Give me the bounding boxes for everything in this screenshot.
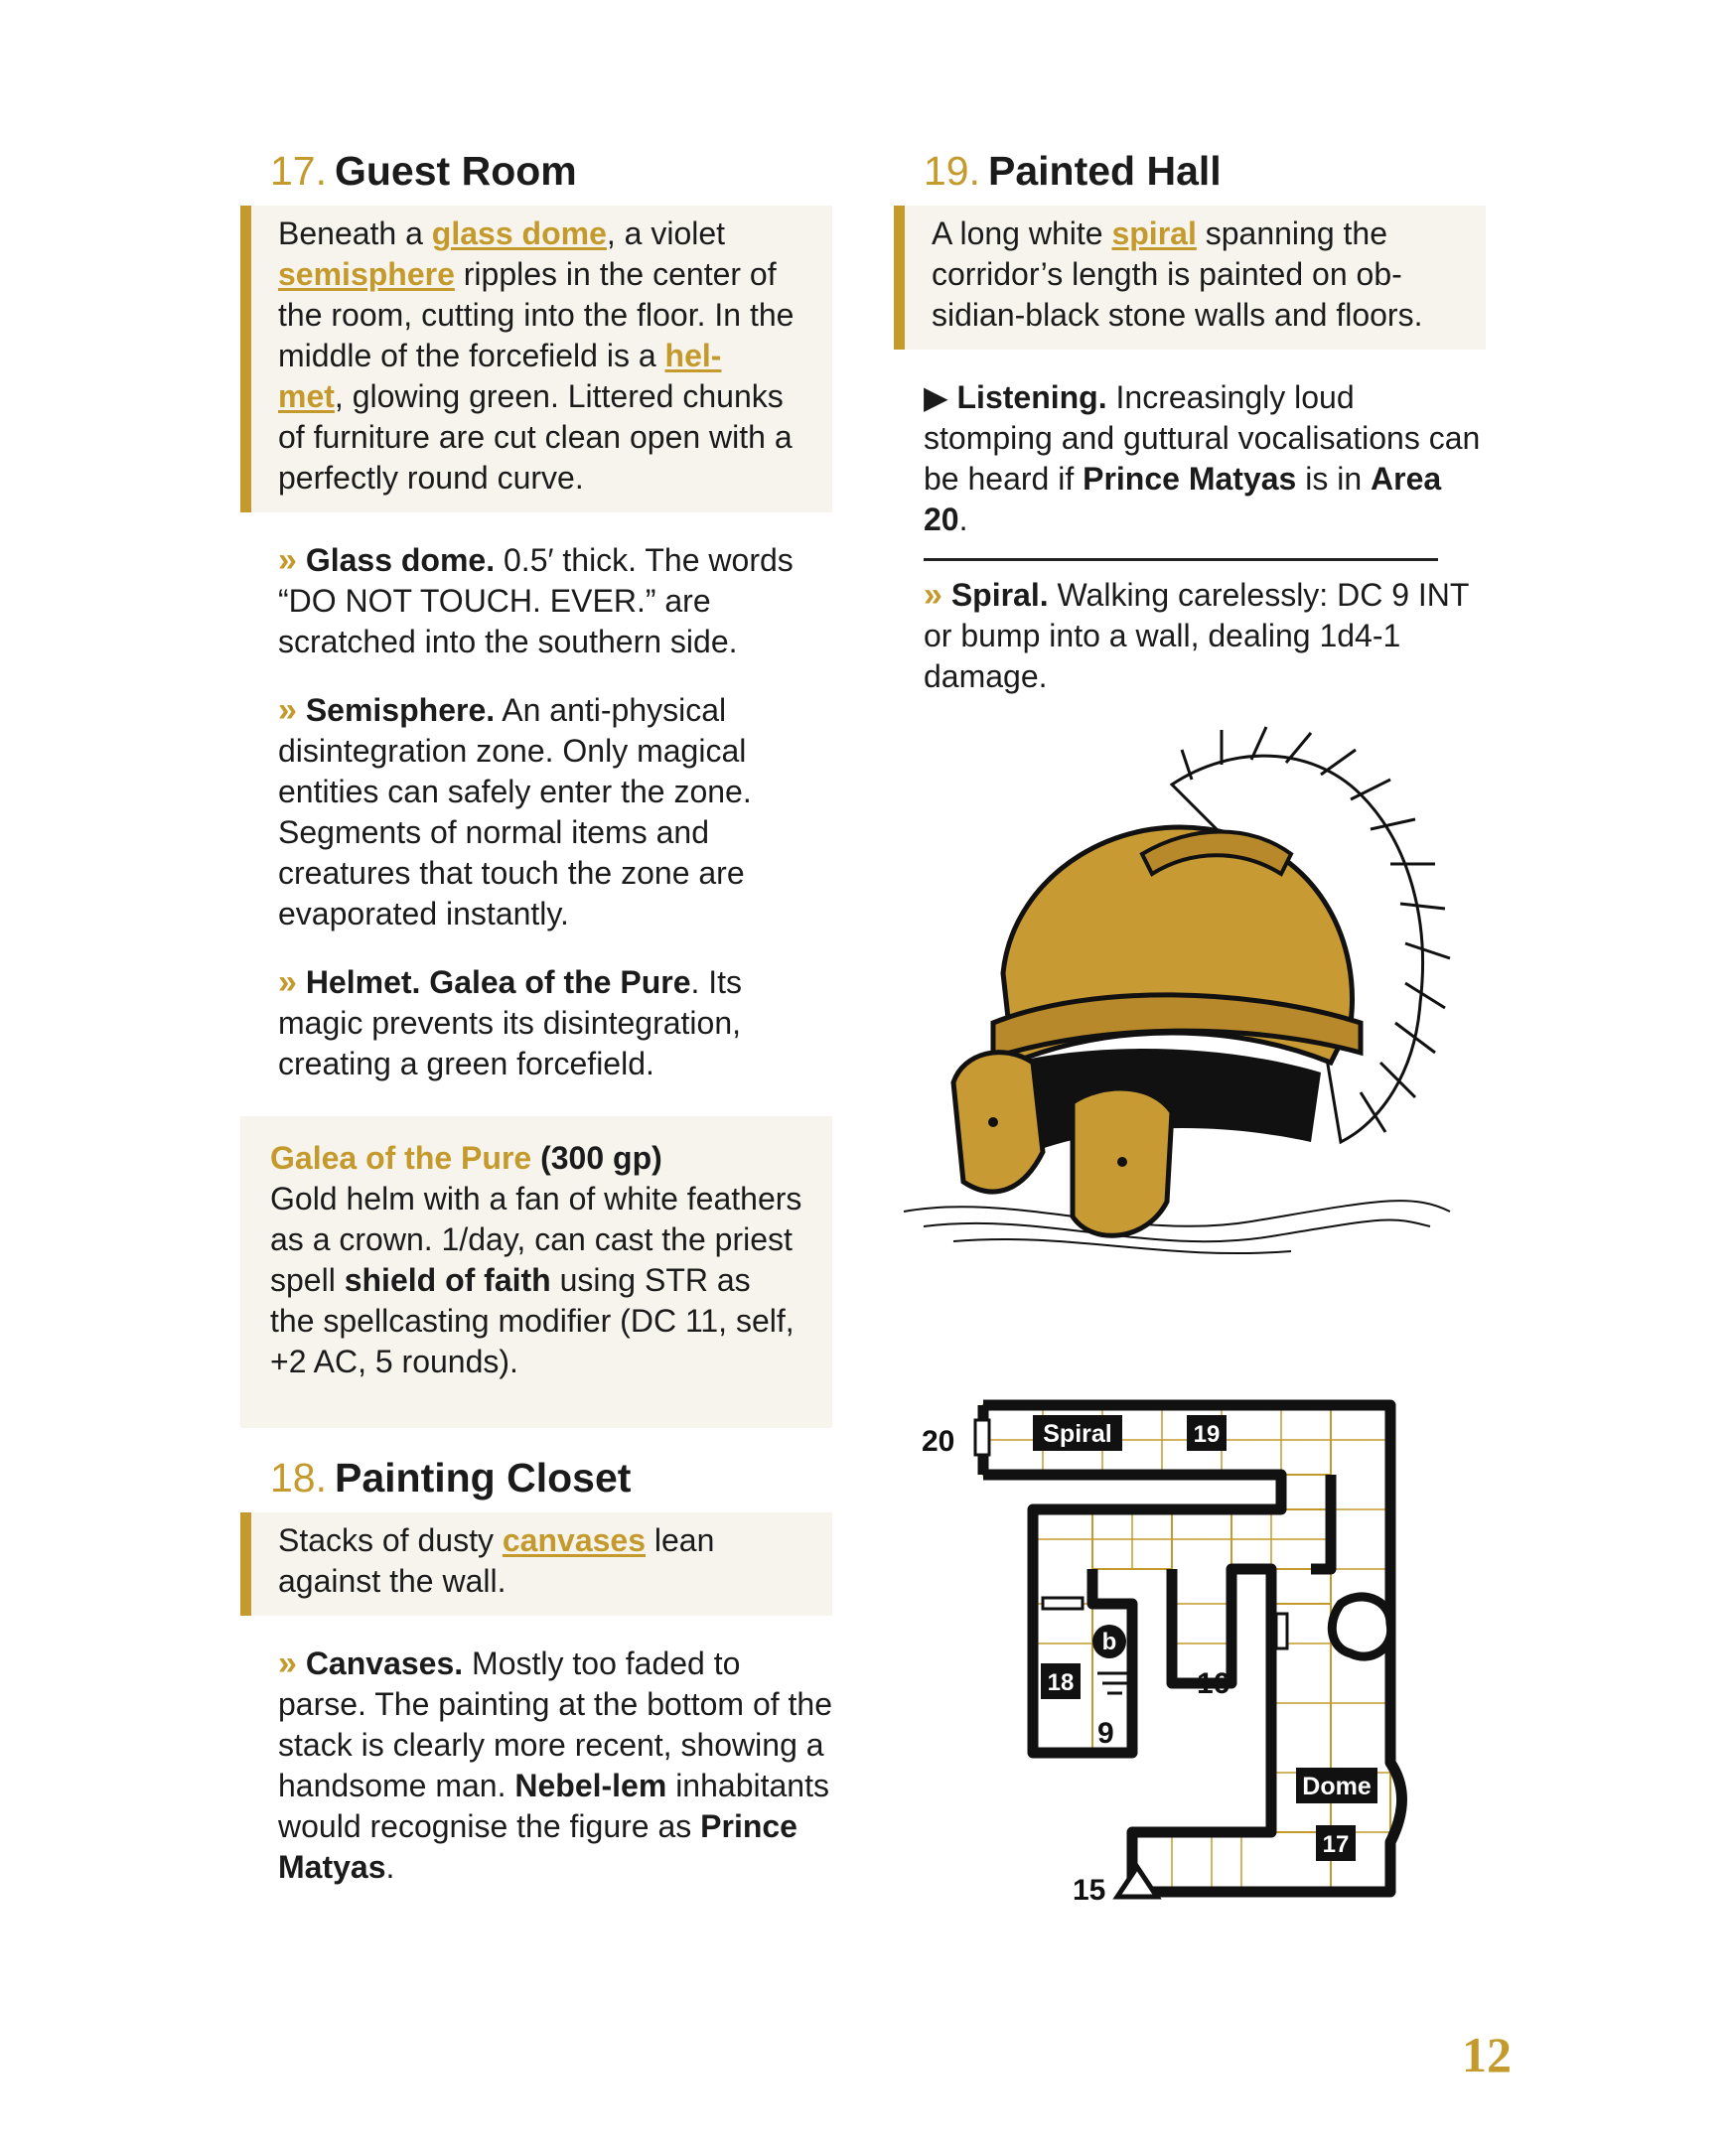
area-18-heading [270,1456,832,1501]
entry-label: Helmet. Galea of the Pure [305,964,691,1001]
helmet-illustration [894,725,1510,1281]
exit-9-label: 9 [1097,1717,1114,1750]
entry-text: Increasingly loud stomping and guttural vocalisations can be heard if [924,379,1481,498]
dungeon-map [904,1375,1430,1927]
item-text: using STR as the spellcasting modifier (DC 11, self, +2 AC, 5 rounds). [270,1262,795,1380]
entry-label: Listening. [956,379,1107,416]
entry-text: . [385,1849,395,1886]
magic-item-box [240,1116,832,1428]
keyword-spiral[interactable]: spiral [1111,215,1197,252]
area-17-title: Guest Room [335,148,577,194]
room-18-label: 18 [1047,1669,1075,1696]
entry-text: 0.5′ thick. The words “DO NOT TOUCH. EVER.” are scratched into the southern side. [278,542,794,660]
cheek-guard-left [953,1053,1043,1192]
area-17-number: 17. [270,148,327,194]
read-text: lean against the wall. [278,1522,715,1600]
chevron-marker-icon: » [924,576,942,615]
divider [924,558,1438,561]
entry-semisphere [278,690,832,934]
left-column [240,149,832,1888]
item-price: (300 gp) [531,1140,662,1177]
entry-bold: Prince Matyas [1083,461,1297,498]
door-icon [1276,1614,1287,1648]
entry-glass-dome [278,540,832,662]
read-text: A long white [932,215,1112,252]
entry-bold: Prince Matyas [278,1808,797,1886]
area-17-heading [270,149,832,194]
door-icon [1043,1598,1083,1609]
room-19-label: 19 [1193,1421,1221,1448]
area-19-number: 19. [924,148,980,194]
label-dome: Dome [1302,1773,1372,1800]
area-19-heading [924,149,1486,194]
entry-label: Semisphere. [305,692,496,729]
read-text: Beneath a [278,215,432,252]
chevron-marker-icon: » [278,541,297,580]
item-spell: shield of faith [344,1262,551,1299]
item-text: Gold helm with a fan of white feathers as a crown. 1/day, can cast the priest spell [270,1181,802,1299]
keyword-helmet[interactable]: met [278,378,335,415]
entry-text: Mostly too faded to parse. The painting at the bottom of the stack is clearly more recent, showing a handsome man. [278,1645,832,1804]
read-text: , glowing green. Littered chunks of furniture are cut clean open with a perfectly round curve. [278,378,793,497]
area-18-number: 18. [270,1455,327,1502]
entry-bold: Nebel-lem [514,1768,667,1804]
exit-15-label: 15 [1073,1874,1106,1907]
exit-20-label: 20 [922,1425,955,1458]
chevron-marker-icon: » [278,691,297,730]
area-18-title: Painting Closet [335,1455,632,1502]
entry-text: . Its magic prevents its disintegration, creating a green forcefield. [278,964,743,1082]
entry-text: inhabitants would recognise the figure as [278,1768,829,1845]
chevron-marker-icon: » [278,1644,297,1683]
entry-bold: Area 20 [924,461,1442,538]
item-name: Galea of the Pure [270,1140,532,1177]
entry-text: is in [1296,461,1372,498]
exit-16-label: 16 [1197,1667,1230,1700]
label-spiral: Spiral [1043,1420,1112,1448]
right-column [894,149,1486,697]
area-19-title: Painted Hall [988,148,1222,194]
read-text: ripples in the center of the room, cutting into the floor. In the middle of the forcefield is a [278,256,795,374]
entry-label: Canvases. [305,1645,464,1682]
entry-listening [924,377,1486,540]
door-icon [975,1420,989,1455]
entry-label: Spiral. [950,577,1049,614]
entry-helmet [278,962,832,1084]
area-17-read-aloud [240,206,832,512]
keyword-glass-dome[interactable]: glass dome [431,215,607,252]
area-19-read-aloud [894,206,1486,350]
marker-b: b [1101,1629,1117,1655]
read-text: spanning the corridor’s length is painted on ob-sidian-black stone walls and floors. [932,215,1423,334]
entry-canvases [278,1644,832,1888]
room-17-label: 17 [1322,1831,1350,1858]
ground-shadow [904,1201,1450,1253]
page-number: 12 [1462,2027,1512,2082]
read-text: Stacks of dusty [278,1522,503,1559]
triangle-marker-icon: ▶ [924,379,948,416]
entry-label: Glass dome. [305,542,496,579]
entry-text: An anti-physical disintegration zone. Only magical entities can safely enter the zone. Segments of normal items and creatures that touch the zone are evaporated instantly. [278,692,752,932]
read-text: , a violet [606,215,726,252]
area-18-read-aloud [240,1512,832,1616]
keyword-canvases[interactable]: canvases [502,1522,646,1559]
dome-cavity [1332,1597,1390,1656]
entry-text: Walking carelessly: DC 9 INT or bump into a wall, dealing 1d4-1 damage. [924,577,1469,695]
keyword-helmet[interactable]: hel- [664,338,722,374]
chevron-marker-icon: » [278,963,297,1002]
entry-spiral [924,575,1486,697]
entry-text: . [958,501,968,538]
keyword-semisphere[interactable]: semisphere [278,256,455,293]
